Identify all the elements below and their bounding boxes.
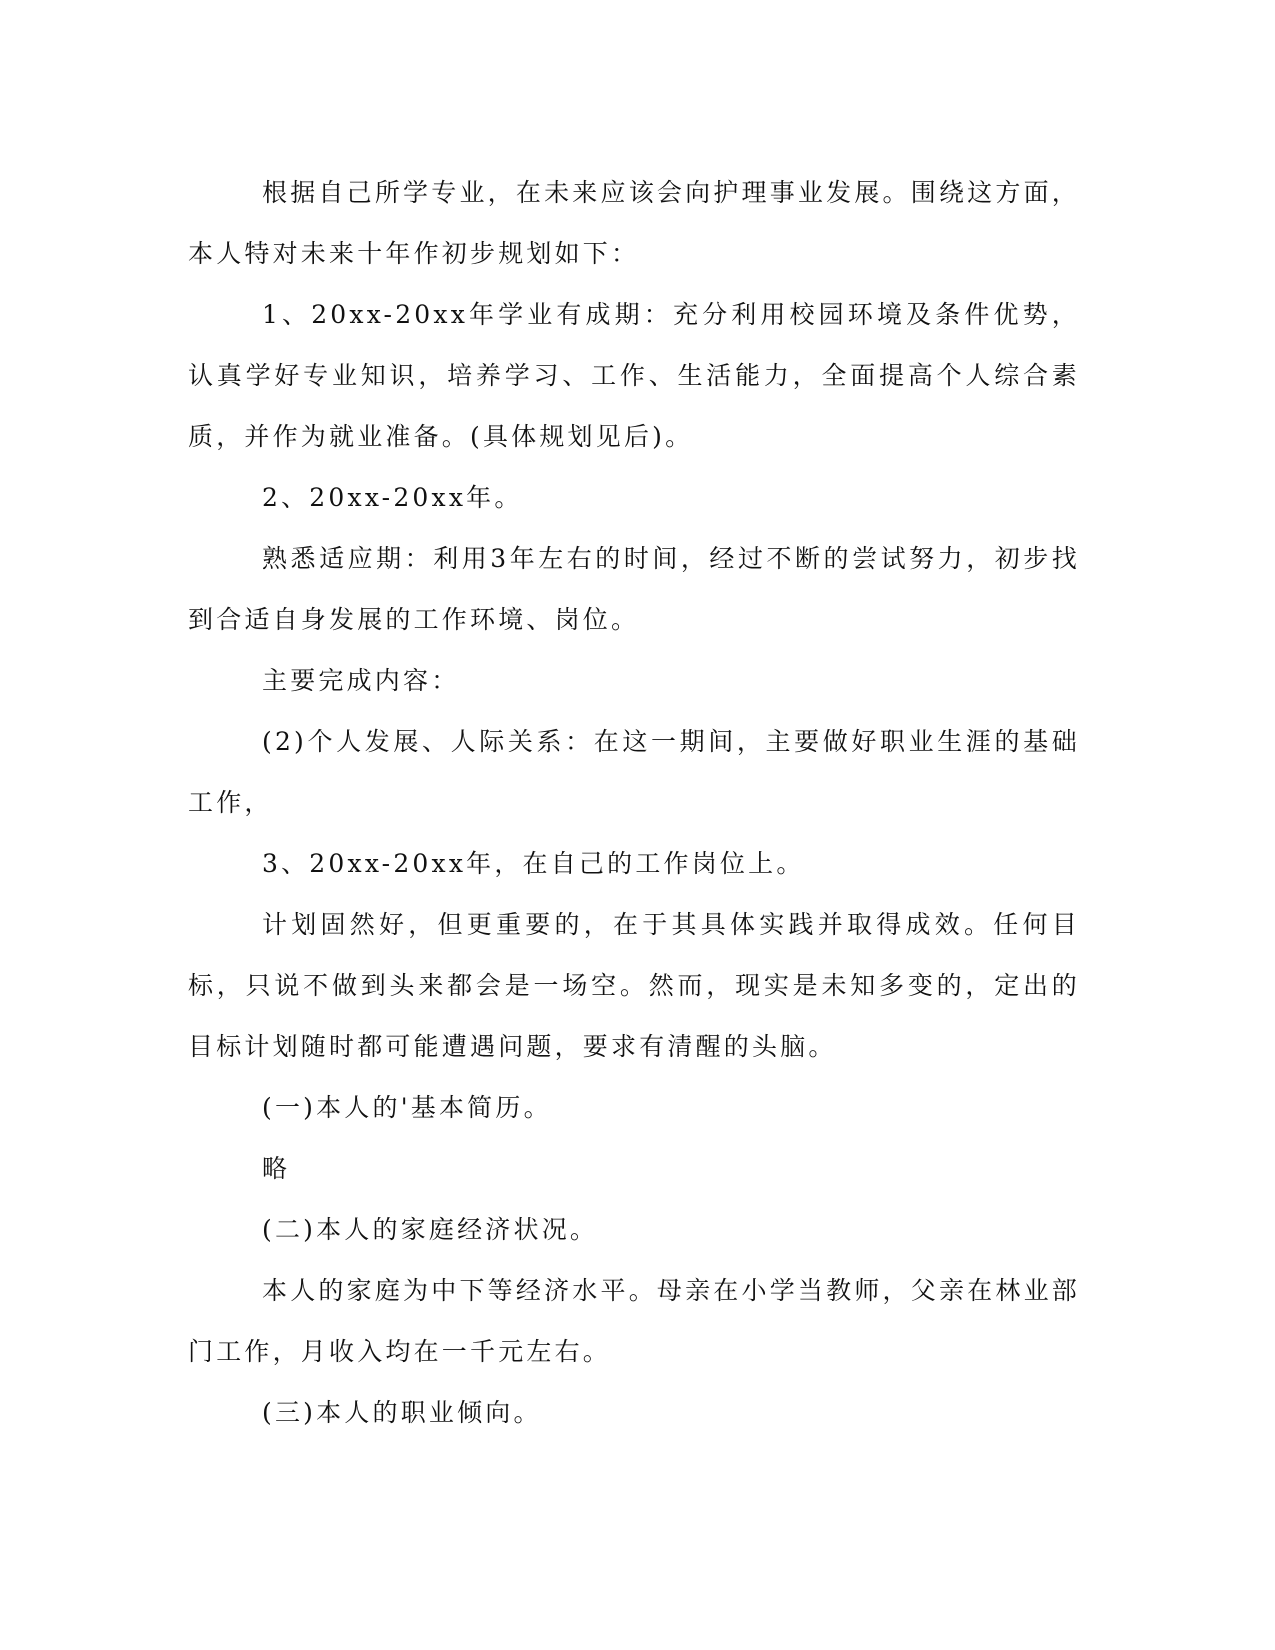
paragraph-phase-1: 1、20xx-20xx年学业有成期：充分利用校园环境及条件优势，认真学好专业知识，培养学习、工作、生活能力，全面提高个人综合素质，并作为就业准备。(具体规划见后)。 <box>188 300 1080 451</box>
paragraph-main-content: 主要完成内容： <box>262 666 460 695</box>
document-body <box>188 162 1080 1443</box>
heading-family-economy: (二)本人的家庭经济状况。 <box>262 1215 599 1244</box>
paragraph-phase-3: 3、20xx-20xx年，在自己的工作岗位上。 <box>262 849 805 878</box>
paragraph-personal-development: (2)个人发展、人际关系：在这一期间，主要做好职业生涯的基础工作， <box>188 727 1080 817</box>
heading-basic-resume: (一)本人的'基本简历。 <box>262 1093 552 1122</box>
paragraph-adaptation-period: 熟悉适应期：利用3年左右的时间，经过不断的尝试努力，初步找到合适自身发展的工作环境、岗位。 <box>188 544 1080 634</box>
paragraph-omitted: 略 <box>262 1154 291 1183</box>
paragraph-phase-2: 2、20xx-20xx年。 <box>262 483 523 512</box>
paragraph-plan-reflection: 计划固然好，但更重要的，在于其具体实践并取得成效。任何目标，只说不做到头来都会是一场空。然而，现实是未知多变的，定出的目标计划随时都可能遭遇问题，要求有清醒的头脑。 <box>188 910 1080 1061</box>
paragraph-intro: 根据自己所学专业，在未来应该会向护理事业发展。围绕这方面，本人特对未来十年作初步规划如下： <box>188 178 1080 268</box>
paragraph-family-economy: 本人的家庭为中下等经济水平。母亲在小学当教师，父亲在林业部门工作，月收入均在一千元左右。 <box>188 1276 1080 1366</box>
heading-career-tendency: (三)本人的职业倾向。 <box>262 1398 542 1427</box>
